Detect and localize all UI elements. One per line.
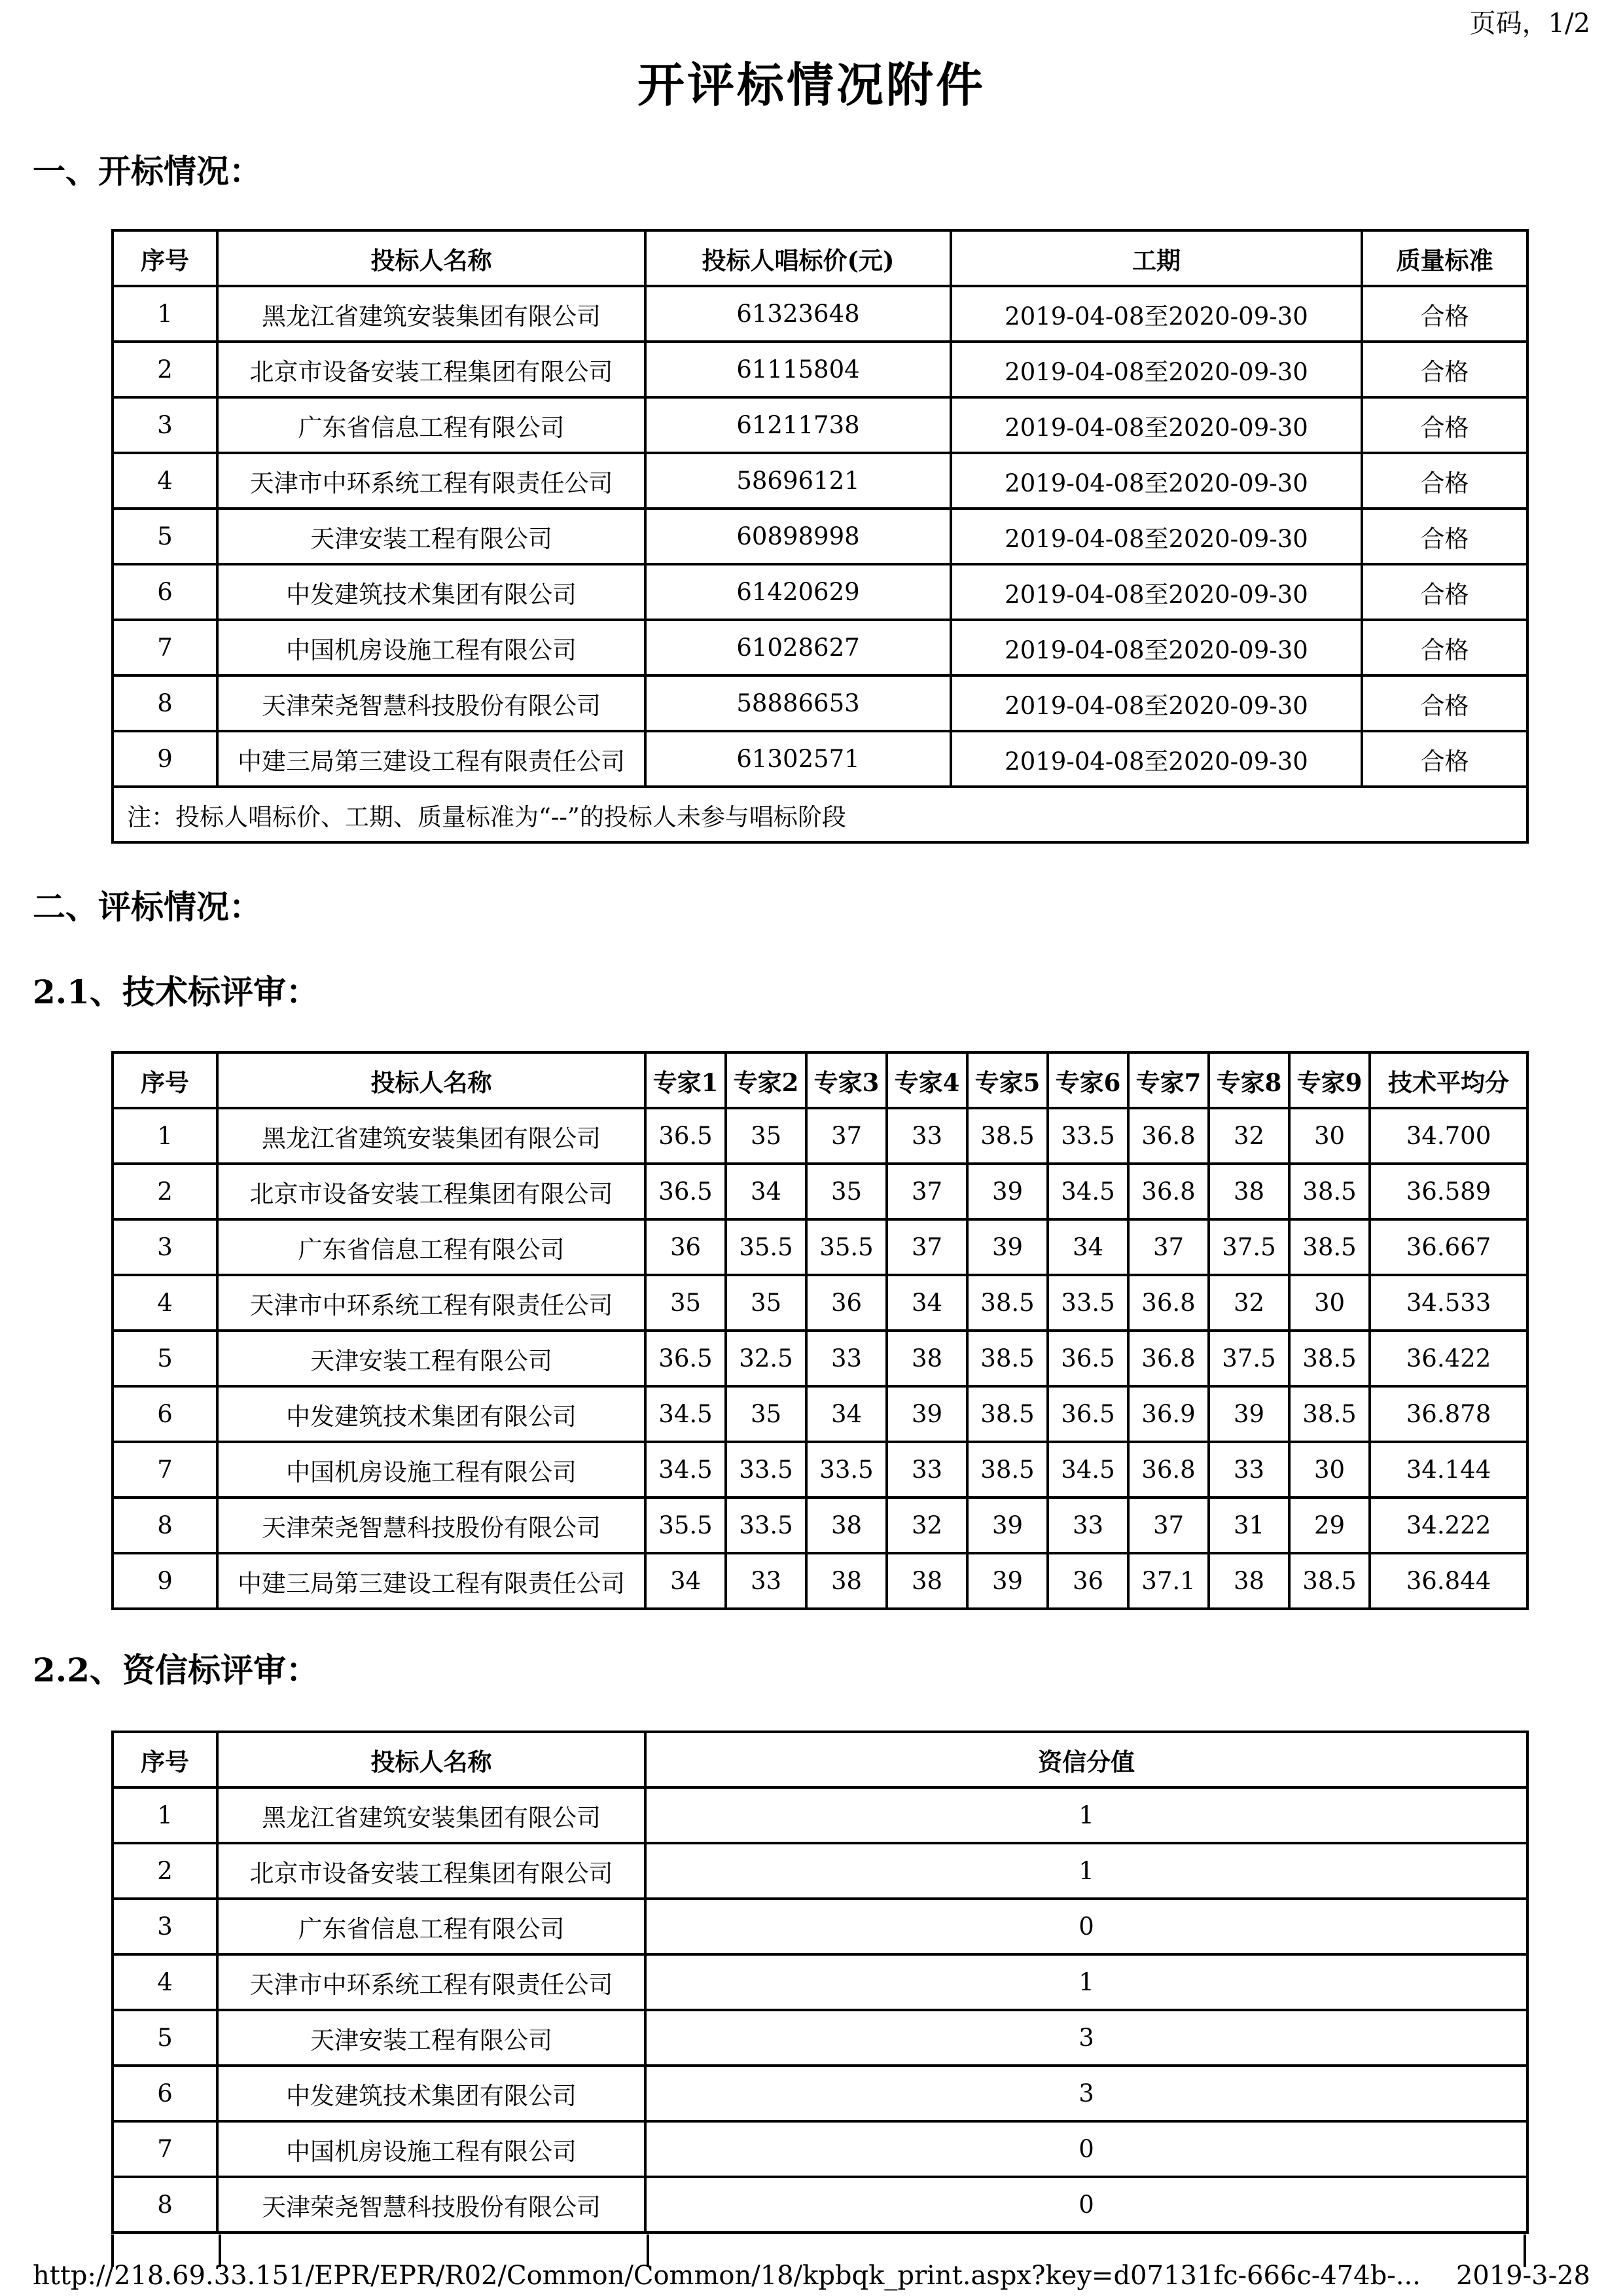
tech-review-header-cell: 专家7 <box>1128 1052 1209 1108</box>
bid-opening-header-cell: 序号 <box>113 230 217 286</box>
tech-review-header-cell: 技术平均分 <box>1370 1052 1527 1108</box>
bid-opening-row <box>113 620 1527 675</box>
tech-review-row <box>113 1108 1527 1164</box>
tech-review-cell: 36.5 <box>1048 1386 1128 1442</box>
credit-review-cell: 广东省信息工程有限公司 <box>217 1899 645 1954</box>
tech-review-cell: 33 <box>1048 1498 1128 1553</box>
bid-opening-row <box>113 509 1527 564</box>
tech-review-cell: 35.5 <box>806 1219 887 1275</box>
bid-opening-cell: 2019-04-08至2020-09-30 <box>951 675 1362 731</box>
section1-heading: 一、开标情况： <box>33 152 262 190</box>
tech-review-cell: 34.5 <box>645 1442 726 1498</box>
tech-review-cell: 33 <box>1209 1442 1289 1498</box>
tech-review-cell: 36 <box>806 1275 887 1331</box>
bid-opening-cell: 合格 <box>1362 731 1527 787</box>
tech-review-cell: 36.878 <box>1370 1386 1527 1442</box>
tech-review-header-cell: 专家4 <box>887 1052 967 1108</box>
credit-review-cell: 0 <box>645 2121 1527 2177</box>
tech-review-cell: 中建三局第三建设工程有限责任公司 <box>217 1553 645 1609</box>
tech-review-header-cell: 专家1 <box>645 1052 726 1108</box>
credit-review-cell: 3 <box>113 1899 217 1954</box>
tech-review-cell: 38.5 <box>1289 1164 1370 1219</box>
tech-review-cell: 37.1 <box>1128 1553 1209 1609</box>
tech-review-cell: 34.700 <box>1370 1108 1527 1164</box>
credit-review-cell: 北京市设备安装工程集团有限公司 <box>217 1843 645 1899</box>
tech-review-cell: 34.5 <box>645 1386 726 1442</box>
document-title: 开评标情况附件 <box>637 57 986 113</box>
bid-opening-cell: 中建三局第三建设工程有限责任公司 <box>217 731 645 787</box>
tech-review-cell: 39 <box>967 1498 1048 1553</box>
tech-review-cell: 32 <box>1209 1275 1289 1331</box>
tech-review-row <box>113 1498 1527 1553</box>
bid-opening-cell: 中发建筑技术集团有限公司 <box>217 564 645 620</box>
bid-opening-note: 注：投标人唱标价、工期、质量标准为“--”的投标人未参与唱标阶段 <box>113 787 1527 842</box>
tech-review-cell: 33 <box>887 1442 967 1498</box>
credit-review-cell: 4 <box>113 1954 217 2010</box>
tech-review-cell: 35.5 <box>645 1498 726 1553</box>
bid-opening-cell: 合格 <box>1362 509 1527 564</box>
tech-review-cell: 38.5 <box>1289 1553 1370 1609</box>
tech-review-cell: 33.5 <box>726 1498 806 1553</box>
bid-opening-cell: 7 <box>113 620 217 675</box>
tech-review-cell: 35.5 <box>726 1219 806 1275</box>
bid-opening-cell: 4 <box>113 453 217 509</box>
tech-review-cell: 34.5 <box>1048 1164 1128 1219</box>
credit-review-cell: 天津安装工程有限公司 <box>217 2010 645 2066</box>
bid-opening-note-row <box>113 787 1527 842</box>
tech-review-cell: 8 <box>113 1498 217 1553</box>
credit-review-heading: 2.2、资信标评审： <box>33 1651 319 1689</box>
tech-review-cell: 36.5 <box>645 1108 726 1164</box>
bid-opening-header-cell: 投标人唱标价(元) <box>645 230 951 286</box>
tech-review-cell: 36.9 <box>1128 1386 1209 1442</box>
bid-opening-cell: 合格 <box>1362 453 1527 509</box>
tech-review-row <box>113 1553 1527 1609</box>
tech-review-cell: 36 <box>645 1219 726 1275</box>
tech-review-header-cell: 投标人名称 <box>217 1052 645 1108</box>
tech-review-cell: 39 <box>967 1553 1048 1609</box>
bid-opening-row <box>113 397 1527 453</box>
bid-opening-cell: 2019-04-08至2020-09-30 <box>951 620 1362 675</box>
tech-review-cell: 34.144 <box>1370 1442 1527 1498</box>
credit-review-cell: 1 <box>645 1954 1527 2010</box>
tech-review-cell: 34 <box>1048 1219 1128 1275</box>
bid-opening-cell: 中国机房设施工程有限公司 <box>217 620 645 675</box>
tech-review-cell: 38 <box>806 1553 887 1609</box>
bid-opening-cell: 58886653 <box>645 675 951 731</box>
tech-review-cell: 36.8 <box>1128 1331 1209 1386</box>
tech-review-cell: 38 <box>806 1498 887 1553</box>
tech-review-header-cell: 专家2 <box>726 1052 806 1108</box>
tech-review-cell: 37 <box>887 1164 967 1219</box>
bid-opening-header-cell: 质量标准 <box>1362 230 1527 286</box>
tech-review-cell: 34.5 <box>1048 1442 1128 1498</box>
tech-review-header-cell: 专家5 <box>967 1052 1048 1108</box>
tech-review-cell: 33 <box>806 1331 887 1386</box>
bid-opening-row <box>113 453 1527 509</box>
credit-review-cell: 7 <box>113 2121 217 2177</box>
tech-review-cell: 29 <box>1289 1498 1370 1553</box>
section2-heading: 二、评标情况： <box>33 888 262 926</box>
tech-review-cell: 9 <box>113 1553 217 1609</box>
tech-review-cell: 33.5 <box>806 1442 887 1498</box>
tech-review-cell: 30 <box>1289 1275 1370 1331</box>
tech-review-cell: 34.222 <box>1370 1498 1527 1553</box>
tech-review-cell: 中发建筑技术集团有限公司 <box>217 1386 645 1442</box>
tech-review-cell: 38.5 <box>1289 1386 1370 1442</box>
bid-opening-row <box>113 675 1527 731</box>
tech-review-cell: 36.8 <box>1128 1108 1209 1164</box>
tech-review-cell: 37 <box>1128 1219 1209 1275</box>
tech-review-cell: 36.844 <box>1370 1553 1527 1609</box>
credit-review-cell: 天津荣尧智慧科技股份有限公司 <box>217 2177 645 2233</box>
page-footer <box>33 2261 1590 2293</box>
tech-review-cell: 黑龙江省建筑安装集团有限公司 <box>217 1108 645 1164</box>
credit-review-header-cell: 序号 <box>113 1732 217 1787</box>
credit-review-table <box>111 1731 1529 2234</box>
tech-review-cell: 32 <box>887 1498 967 1553</box>
credit-review-cell: 1 <box>645 1787 1527 1843</box>
bid-opening-cell: 2019-04-08至2020-09-30 <box>951 342 1362 397</box>
tech-review-cell: 6 <box>113 1386 217 1442</box>
bid-opening-cell: 61028627 <box>645 620 951 675</box>
tech-review-cell: 4 <box>113 1275 217 1331</box>
tech-review-cell: 2 <box>113 1164 217 1219</box>
tech-review-cell: 36.5 <box>645 1164 726 1219</box>
tech-review-cell: 39 <box>1209 1386 1289 1442</box>
tech-review-cell: 33.5 <box>1048 1275 1128 1331</box>
tech-review-cell: 天津市中环系统工程有限责任公司 <box>217 1275 645 1331</box>
bid-opening-cell: 2 <box>113 342 217 397</box>
credit-review-row <box>113 1787 1527 1843</box>
credit-review-cell: 5 <box>113 2010 217 2066</box>
tech-review-cell: 37 <box>1128 1498 1209 1553</box>
credit-review-row <box>113 1843 1527 1899</box>
tech-review-cell: 37 <box>806 1108 887 1164</box>
bid-opening-cell: 61420629 <box>645 564 951 620</box>
tech-review-cell: 36.422 <box>1370 1331 1527 1386</box>
tech-review-cell: 3 <box>113 1219 217 1275</box>
bid-opening-row <box>113 342 1527 397</box>
bid-opening-cell: 2019-04-08至2020-09-30 <box>951 286 1362 342</box>
tech-review-header-cell: 专家8 <box>1209 1052 1289 1108</box>
bid-opening-header-cell: 工期 <box>951 230 1362 286</box>
tech-review-header-cell: 专家9 <box>1289 1052 1370 1108</box>
tech-review-cell: 36.667 <box>1370 1219 1527 1275</box>
bid-opening-cell: 2019-04-08至2020-09-30 <box>951 453 1362 509</box>
bid-opening-row <box>113 564 1527 620</box>
tech-review-cell: 33 <box>887 1108 967 1164</box>
page-number: 页码，1/2 <box>1469 9 1590 39</box>
bid-opening-row <box>113 731 1527 787</box>
tech-review-cell: 36.8 <box>1128 1442 1209 1498</box>
tech-review-cell: 34.533 <box>1370 1275 1527 1331</box>
tech-review-cell: 37.5 <box>1209 1331 1289 1386</box>
tech-review-cell: 37 <box>887 1219 967 1275</box>
bid-opening-cell: 合格 <box>1362 286 1527 342</box>
tech-review-cell: 30 <box>1289 1108 1370 1164</box>
tech-review-cell: 38 <box>1209 1553 1289 1609</box>
tech-review-cell: 36 <box>1048 1553 1128 1609</box>
credit-review-cell: 0 <box>645 1899 1527 1954</box>
tech-review-cell: 34 <box>726 1164 806 1219</box>
credit-review-cell: 2 <box>113 1843 217 1899</box>
tech-review-cell: 5 <box>113 1331 217 1386</box>
tech-review-table <box>111 1051 1529 1610</box>
bid-opening-cell: 北京市设备安装工程集团有限公司 <box>217 342 645 397</box>
tech-review-row <box>113 1219 1527 1275</box>
credit-review-cell: 黑龙江省建筑安装集团有限公司 <box>217 1787 645 1843</box>
bid-opening-cell: 61323648 <box>645 286 951 342</box>
tech-review-cell: 31 <box>1209 1498 1289 1553</box>
credit-review-row <box>113 1899 1527 1954</box>
tech-review-cell: 37.5 <box>1209 1219 1289 1275</box>
bid-opening-cell: 合格 <box>1362 397 1527 453</box>
tech-review-cell: 32 <box>1209 1108 1289 1164</box>
tech-review-cell: 39 <box>887 1386 967 1442</box>
tech-review-cell: 34 <box>645 1553 726 1609</box>
tech-review-cell: 中国机房设施工程有限公司 <box>217 1442 645 1498</box>
tech-review-cell: 36.8 <box>1128 1164 1209 1219</box>
tech-review-cell: 35 <box>726 1386 806 1442</box>
tech-review-cell: 天津荣尧智慧科技股份有限公司 <box>217 1498 645 1553</box>
tech-review-cell: 北京市设备安装工程集团有限公司 <box>217 1164 645 1219</box>
credit-review-cell: 0 <box>645 2177 1527 2233</box>
bid-opening-cell: 6 <box>113 564 217 620</box>
tech-review-cell: 36.5 <box>1048 1331 1128 1386</box>
bid-opening-cell: 61115804 <box>645 342 951 397</box>
bid-opening-cell: 黑龙江省建筑安装集团有限公司 <box>217 286 645 342</box>
tech-review-header-cell: 专家3 <box>806 1052 887 1108</box>
tech-review-cell: 36.589 <box>1370 1164 1527 1219</box>
credit-review-header-cell: 资信分值 <box>645 1732 1527 1787</box>
tech-review-header-cell: 序号 <box>113 1052 217 1108</box>
tech-review-cell: 38.5 <box>967 1386 1048 1442</box>
tech-review-cell: 38.5 <box>1289 1331 1370 1386</box>
bid-opening-table <box>111 229 1529 844</box>
credit-review-row <box>113 2177 1527 2233</box>
credit-review-cell: 8 <box>113 2177 217 2233</box>
bid-opening-row <box>113 286 1527 342</box>
tech-review-cell: 38.5 <box>967 1275 1048 1331</box>
credit-review-cell: 天津市中环系统工程有限责任公司 <box>217 1954 645 2010</box>
bid-opening-cell: 广东省信息工程有限公司 <box>217 397 645 453</box>
tech-review-cell: 1 <box>113 1108 217 1164</box>
footer-url: http://218.69.33.151/EPR/EPR/R02/Common/Common/18/kpbqk_print.aspx?key=d07131fc-666c-474b-... <box>33 2261 1421 2291</box>
bid-opening-cell: 合格 <box>1362 342 1527 397</box>
credit-review-row <box>113 2010 1527 2066</box>
bid-opening-cell: 天津市中环系统工程有限责任公司 <box>217 453 645 509</box>
tech-review-cell: 35 <box>726 1275 806 1331</box>
bid-opening-cell: 2019-04-08至2020-09-30 <box>951 509 1362 564</box>
tech-review-row <box>113 1275 1527 1331</box>
credit-review-row <box>113 2066 1527 2121</box>
bid-opening-cell: 合格 <box>1362 564 1527 620</box>
bid-opening-cell: 3 <box>113 397 217 453</box>
tech-review-row <box>113 1386 1527 1442</box>
credit-review-cell: 3 <box>645 2066 1527 2121</box>
credit-review-cell: 1 <box>113 1787 217 1843</box>
credit-review-cell: 中国机房设施工程有限公司 <box>217 2121 645 2177</box>
tech-review-cell: 33.5 <box>1048 1108 1128 1164</box>
bid-opening-cell: 2019-04-08至2020-09-30 <box>951 397 1362 453</box>
bid-opening-header-cell: 投标人名称 <box>217 230 645 286</box>
credit-review-row <box>113 1954 1527 2010</box>
tech-review-cell: 30 <box>1289 1442 1370 1498</box>
tech-review-cell: 广东省信息工程有限公司 <box>217 1219 645 1275</box>
bid-opening-cell: 2019-04-08至2020-09-30 <box>951 731 1362 787</box>
credit-review-cell: 6 <box>113 2066 217 2121</box>
tech-review-cell: 36.5 <box>645 1331 726 1386</box>
tech-review-cell: 35 <box>806 1164 887 1219</box>
tech-review-cell: 38.5 <box>967 1442 1048 1498</box>
credit-review-cell: 中发建筑技术集团有限公司 <box>217 2066 645 2121</box>
tech-review-cell: 38.5 <box>967 1331 1048 1386</box>
tech-review-cell: 38 <box>1209 1164 1289 1219</box>
tech-review-cell: 39 <box>967 1164 1048 1219</box>
bid-opening-cell: 2019-04-08至2020-09-30 <box>951 564 1362 620</box>
credit-review-cell: 1 <box>645 1843 1527 1899</box>
bid-opening-cell: 60898998 <box>645 509 951 564</box>
bid-opening-cell: 61302571 <box>645 731 951 787</box>
bid-opening-cell: 58696121 <box>645 453 951 509</box>
tech-review-row <box>113 1331 1527 1386</box>
tech-review-cell: 36.8 <box>1128 1275 1209 1331</box>
tech-review-cell: 32.5 <box>726 1331 806 1386</box>
bid-opening-cell: 天津荣尧智慧科技股份有限公司 <box>217 675 645 731</box>
tech-review-cell: 38 <box>887 1331 967 1386</box>
tech-review-cell: 33.5 <box>726 1442 806 1498</box>
tech-review-row <box>113 1164 1527 1219</box>
bid-opening-cell: 61211738 <box>645 397 951 453</box>
tech-review-heading: 2.1、技术标评审： <box>33 973 319 1011</box>
tech-review-row <box>113 1442 1527 1498</box>
bid-opening-cell: 合格 <box>1362 675 1527 731</box>
tech-review-header-cell: 专家6 <box>1048 1052 1128 1108</box>
tech-review-cell: 34 <box>887 1275 967 1331</box>
bid-opening-cell: 1 <box>113 286 217 342</box>
tech-review-cell: 34 <box>806 1386 887 1442</box>
credit-review-header-cell: 投标人名称 <box>217 1732 645 1787</box>
credit-review-cell: 3 <box>645 2010 1527 2066</box>
tech-review-cell: 38 <box>887 1553 967 1609</box>
tech-review-cell: 35 <box>726 1108 806 1164</box>
tech-review-cell: 33 <box>726 1553 806 1609</box>
tech-review-cell: 7 <box>113 1442 217 1498</box>
tech-review-cell: 38.5 <box>967 1108 1048 1164</box>
tech-review-cell: 39 <box>967 1219 1048 1275</box>
tech-review-cell: 38.5 <box>1289 1219 1370 1275</box>
credit-review-row <box>113 2121 1527 2177</box>
footer-date: 2019-3-28 <box>1455 2261 1590 2291</box>
bid-opening-cell: 8 <box>113 675 217 731</box>
bid-opening-cell: 合格 <box>1362 620 1527 675</box>
tech-review-cell: 天津安装工程有限公司 <box>217 1331 645 1386</box>
bid-opening-cell: 5 <box>113 509 217 564</box>
bid-opening-cell: 9 <box>113 731 217 787</box>
bid-opening-cell: 天津安装工程有限公司 <box>217 509 645 564</box>
tech-review-cell: 35 <box>645 1275 726 1331</box>
